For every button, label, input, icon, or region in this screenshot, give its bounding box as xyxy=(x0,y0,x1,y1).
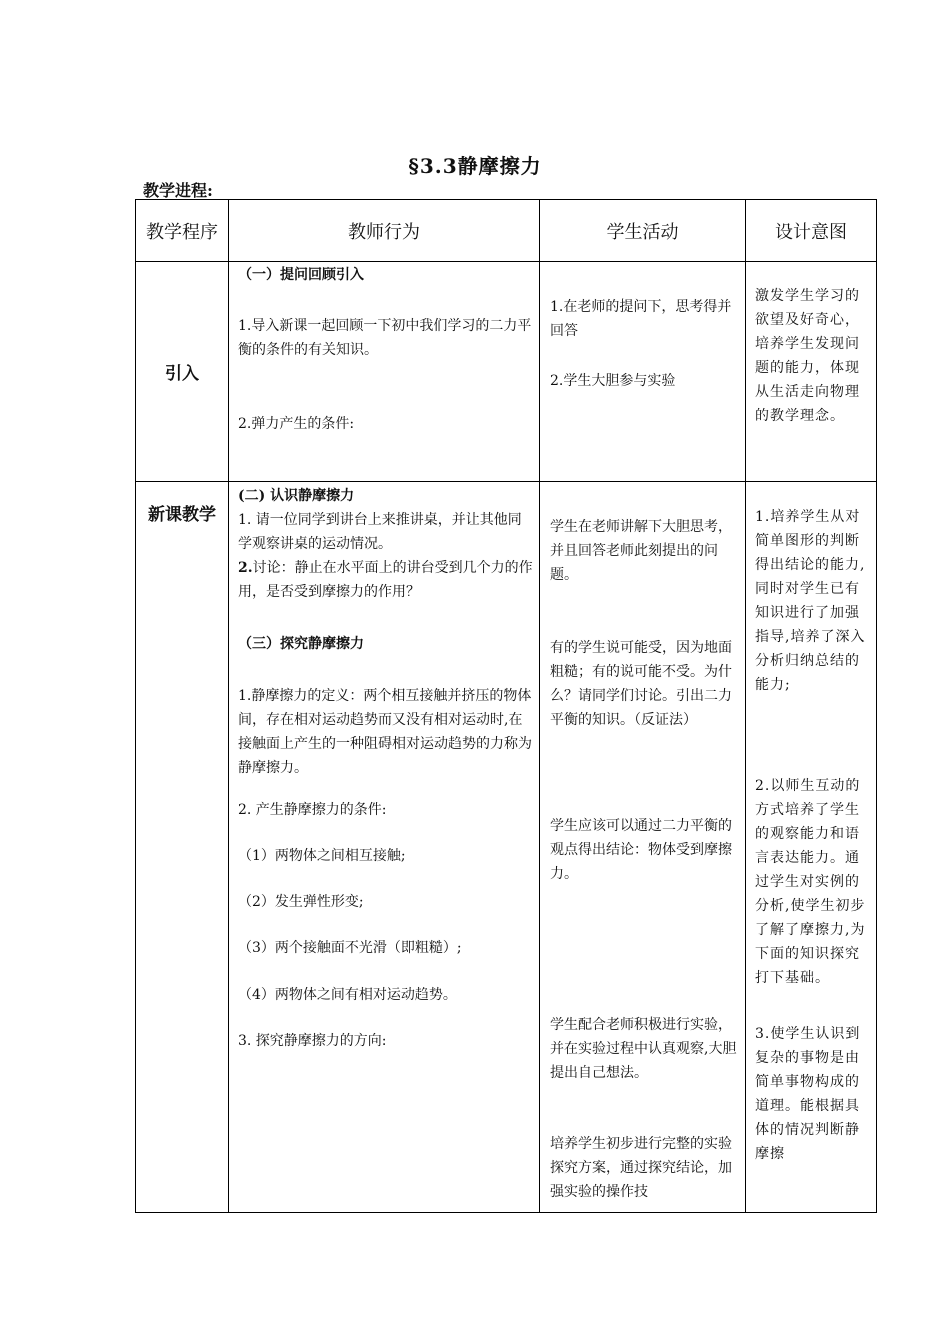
stage-new-lesson xyxy=(136,482,229,1213)
new-intent-item-2: 2.以师生互动的方式培养了学生的观察能力和语言表达能力。通过学生对实例的分析,使学生初步了解了摩擦力,为下面的知识探究打下基础。 xyxy=(755,778,866,986)
new-intent-item-1: 1.培养学生从对简单图形的判断得出结论的能力,同时对学生已有知识进行了加强指导,培养了深入分析归纳总结的能力; xyxy=(755,509,866,693)
item-2-number: 2. xyxy=(238,560,253,576)
conditions-title: 2. 产生静摩擦力的条件: xyxy=(238,802,387,818)
new-teacher-item-2 xyxy=(238,556,533,604)
intro-student-cell xyxy=(540,262,746,482)
new-student-item-5: 培养学生初步进行完整的实验探究方案，通过探究结论，加强实验的操作技 xyxy=(550,1136,732,1200)
table-header-row xyxy=(136,200,877,262)
new-section-2-title: (二) 认识静摩擦力 xyxy=(238,488,355,504)
stage-intro-label: 引入 xyxy=(165,364,199,384)
section-subtitle: 教学进程: xyxy=(143,181,213,200)
header-intent: 设计意图 xyxy=(746,200,877,262)
new-student-item-1: 学生在老师讲解下大胆思考，并且回答老师此刻提出的问题。 xyxy=(550,519,732,583)
new-section-3-title: （三）探究静摩擦力 xyxy=(238,636,364,652)
new-intent-cell xyxy=(746,482,877,1213)
intro-teacher-item-2: 2.弹力产生的条件: xyxy=(238,416,355,432)
header-stage: 教学程序 xyxy=(136,200,229,262)
new-student-cell xyxy=(540,482,746,1213)
intro-student-item-2: 2.学生大胆参与实验 xyxy=(550,373,676,389)
condition-1: （1）两物体之间相互接触; xyxy=(238,848,406,864)
item-2-text: 讨论：静止在水平面上的讲台受到几个力的作用，是否受到摩擦力的作用？ xyxy=(238,560,533,600)
new-student-item-3: 学生应该可以通过二力平衡的观点得出结论：物体受到摩擦力。 xyxy=(550,818,732,882)
new-student-item-2: 有的学生说可能受，因为地面粗糙；有的说可能不受。为什么？请同学们讨论。引出二力平衡的知识。（反证法） xyxy=(550,640,732,728)
static-friction-definition: 1.静摩擦力的定义：两个相互接触并挤压的物体间，存在相对运动趋势而又没有相对运动时,在接触面上产生的一种阻碍相对运动趋势的力称为静摩擦力。 xyxy=(238,688,532,776)
header-teacher: 教师行为 xyxy=(229,200,540,262)
condition-3: （3）两个接触面不光滑（即粗糙）; xyxy=(238,940,462,956)
intro-teacher-item-1: 1.导入新课一起回顾一下初中我们学习的二力平衡的条件的有关知识。 xyxy=(238,318,532,358)
condition-4: （4）两物体之间有相对运动趋势。 xyxy=(238,987,457,1003)
lesson-plan-table xyxy=(135,199,877,1213)
table-row-new-lesson xyxy=(136,482,877,1213)
new-intent-item-3: 3.使学生认识到复杂的事物是由简单事物构成的道理。能根据具体的情况判断静摩擦 xyxy=(755,1026,861,1162)
intro-intent-cell xyxy=(746,262,877,482)
page-title: §3.3静摩擦力 xyxy=(408,154,542,178)
intro-section-title: （一）提问回顾引入 xyxy=(238,267,364,283)
stage-intro xyxy=(136,262,229,482)
header-student: 学生活动 xyxy=(540,200,746,262)
new-teacher-item-1: 1. 请一位同学到讲台上来推讲桌，并让其他同学观察讲桌的运动情况。 xyxy=(238,512,522,552)
intro-teacher-cell xyxy=(229,262,540,482)
intro-intent-text: 激发学生学习的欲望及好奇心，培养学生发现问题的能力，体现从生活走向物理的教学理念。 xyxy=(755,288,860,424)
condition-2: （2）发生弹性形变; xyxy=(238,894,364,910)
new-student-item-4: 学生配合老师积极进行实验，并在实验过程中认真观察,大胆提出自己想法。 xyxy=(550,1017,737,1081)
table-row-intro xyxy=(136,262,877,482)
direction-title: 3. 探究静摩擦力的方向: xyxy=(238,1033,387,1049)
stage-new-lesson-label: 新课教学 xyxy=(148,505,216,525)
intro-student-item-1: 1.在老师的提问下，思考得并回答 xyxy=(550,299,732,339)
new-teacher-cell xyxy=(229,482,540,1213)
